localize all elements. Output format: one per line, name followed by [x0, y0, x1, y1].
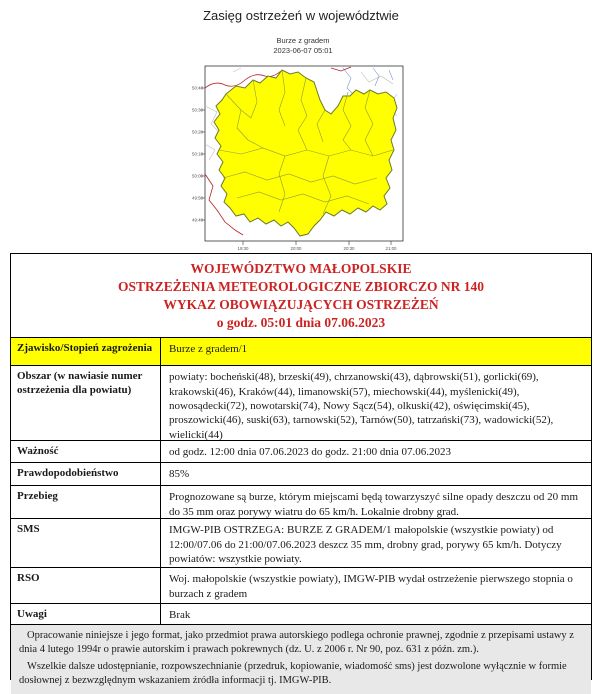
- x-tick-label: 20:30: [343, 245, 355, 251]
- copyright-paragraph-1: Opracowanie niniejsze i jego format, jako przedmiot prawa autorskiego podlega ochronie prawnej, zgodnie z przepisami ustawy z dnia 4 lutego 1994r o prawie autorskim i prawach pokrewnych (dz. U. z 2006 r. Nr 90, poz. 631 z późn. zm.).: [19, 630, 574, 656]
- table-row-area: [11, 366, 591, 441]
- row-value: Burze z gradem/1: [169, 343, 248, 356]
- table-row-rso: [11, 568, 591, 604]
- warning-map-block: [193, 36, 413, 252]
- map-subtitle: [193, 36, 413, 56]
- row-label: SMS: [11, 519, 161, 567]
- warning-header-voivodeship: WOJEWÓDZTWO MAŁOPOLSKIE: [190, 261, 412, 276]
- voivodeship-warning-map: [193, 58, 413, 252]
- row-value: Woj. małopolskie (wszystkie powiaty), IMGW-PIB wydał ostrzeżenie pierwszego stopnia o burzach z gradem: [169, 573, 573, 600]
- warning-header-list-title: WYKAZ OBOWIĄZUJĄCYCH OSTRZEŻEŃ: [163, 297, 439, 313]
- table-row-remarks: [11, 604, 591, 625]
- table-row-sms: [11, 519, 591, 568]
- table-row-probability: [11, 463, 591, 486]
- warning-header: [11, 254, 591, 338]
- copyright-paragraph-2: Wszelkie dalsze udostępnianie, rozpowszechnianie (przedruk, kopiowanie, wiadomość sms) jest dozwolone wyłącznie w formie dosłownej z bezwzględnym wskazaniem źródła informacji tj. IMGW-PIB.: [19, 660, 567, 686]
- x-tick-label: 19:30: [237, 245, 249, 251]
- page-title: Zasięg ostrzeżeń w województwie: [203, 8, 399, 23]
- y-tick-label: 50:30: [192, 107, 203, 112]
- y-tick-label: 49:50: [192, 195, 203, 200]
- table-row-phenomenon: [11, 338, 591, 366]
- row-label: Ważność: [11, 441, 161, 462]
- row-label: Zjawisko/Stopień zagrożenia: [11, 338, 161, 365]
- x-tick-label: 21:00: [385, 245, 397, 251]
- copyright-notice: [11, 625, 591, 694]
- map-subtitle-phenomenon: Burze z gradem: [276, 36, 330, 45]
- row-value: Prognozowane są burze, którym miejscami będą towarzyszyć silne opady deszczu od 20 mm do 35 mm oraz porywy wiatru do 65 km/h. Lokalnie drobny grad.: [169, 491, 579, 518]
- y-tick-label: 50:10: [192, 151, 203, 156]
- row-label: RSO: [11, 568, 161, 603]
- x-tick-label: 20:00: [290, 245, 302, 251]
- warning-details-table: [10, 253, 592, 686]
- row-label: Uwagi: [11, 604, 161, 624]
- warning-header-bulletin-number: OSTRZEŻENIA METEOROLOGICZNE ZBIORCZO NR 140: [117, 279, 485, 295]
- row-value: IMGW-PIB OSTRZEGA: BURZE Z GRADEM/1 małopolskie (wszystkie powiaty) od 12:00/07.06 do 21:00/07.06.2023 deszcz 35 mm, drobny grad, porywy 65 km/h. Dotyczy powiatów: wszystkie powiaty.: [169, 524, 562, 565]
- y-tick-label: 50:40: [192, 85, 203, 90]
- y-tick-label: 49:40: [192, 217, 203, 222]
- row-value: 85%: [169, 468, 190, 481]
- table-row-course: [11, 486, 591, 519]
- row-value: od godz. 12:00 dnia 07.06.2023 do godz. 21:00 dnia 07.06.2023: [169, 446, 452, 459]
- row-value: Brak: [169, 609, 191, 622]
- row-label: Prawdopodobieństwo: [11, 463, 161, 485]
- row-label: Obszar (w nawiasie numer ostrzeżenia dla powiatu): [11, 366, 161, 440]
- table-row-validity: [11, 441, 591, 463]
- row-label: Przebieg: [11, 486, 161, 518]
- y-tick-label: 50:20: [192, 129, 203, 134]
- warning-header-issue-time: o godz. 05:01 dnia 07.06.2023: [216, 315, 386, 331]
- map-subtitle-datetime: 2023-06-07 05:01: [273, 45, 333, 55]
- y-tick-label: 50:00: [192, 173, 203, 178]
- row-value: powiaty: bocheński(48), brzeski(49), chrzanowski(43), dąbrowski(51), gorlicki(69), krakowski(46), Kraków(44), limanowski(57), miechowski(44), myślenicki(49), nowosądecki(72), nowotarski(74), Nowy Sącz(54), olkuski(42), oświęcimski(45), proszowicki(46), suski(63), tarnowski(52), Tarnów(50), tatrzański(73), wadowicki(52), wielicki(44): [169, 371, 554, 441]
